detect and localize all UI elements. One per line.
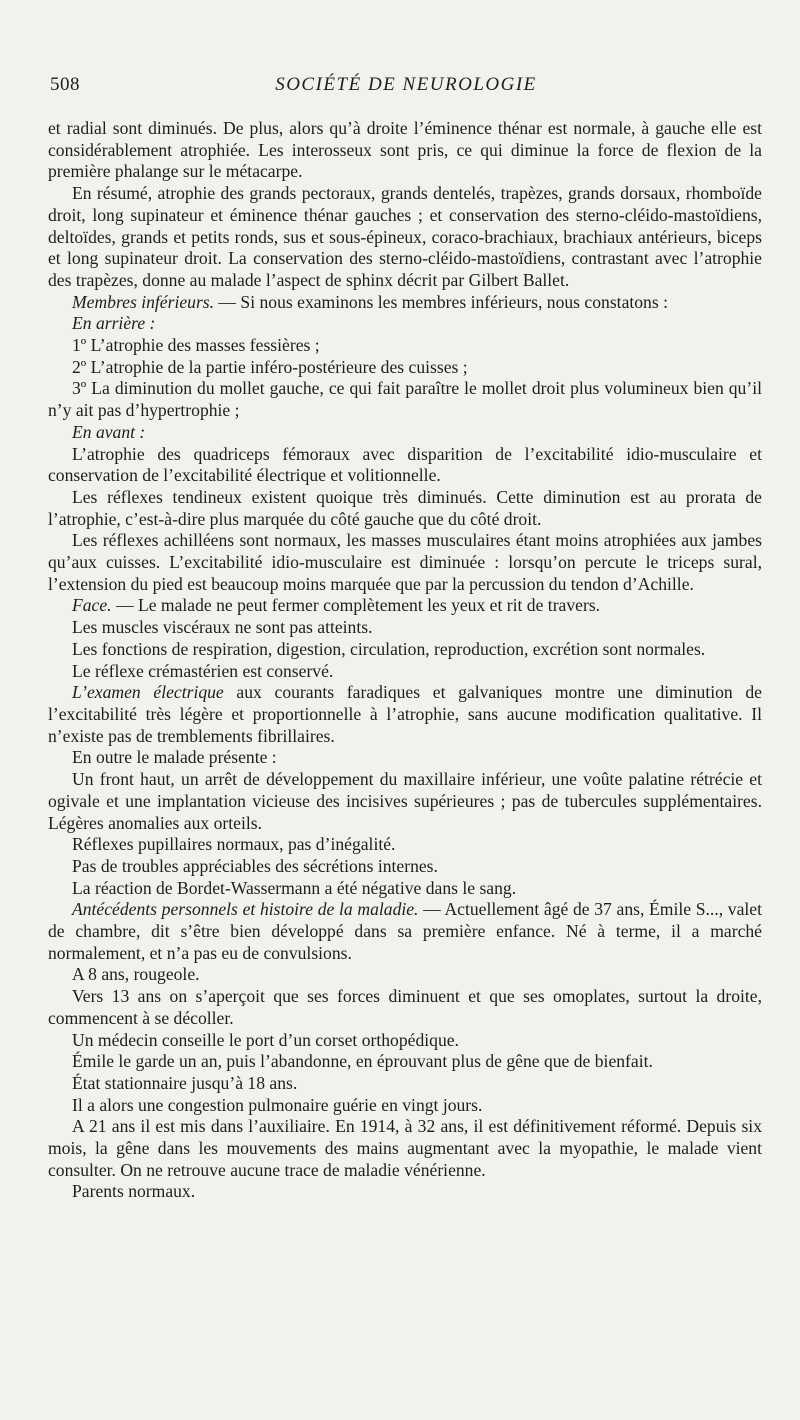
paragraph-text: — Le malade ne peut fermer complètement les yeux et rit de travers. [111, 595, 601, 616]
paragraph: Il a alors une congestion pulmonaire guérie en vingt jours. [72, 1094, 483, 1115]
paragraph: A 8 ans, rougeole. [72, 964, 200, 985]
list-item: 3º La diminution du mollet gauche, ce qui fait paraître le mollet droit plus volumineux bien qu’il n’y ait pas d’hypertrophie ; [48, 378, 762, 421]
subsection-heading: En avant : [72, 421, 146, 442]
paragraph: Les fonctions de respiration, digestion, circulation, reproduction, excrétion sont normales. [72, 638, 706, 659]
running-title: SOCIÉTÉ DE NEUROLOGIE [275, 74, 537, 95]
paragraph: Pas de troubles appréciables des sécrétions internes. [72, 855, 438, 876]
paragraph: Vers 13 ans on s’aperçoit que ses forces diminuent et que ses omoplates, surtout la droite, commencent à se décoller. [48, 986, 762, 1028]
paragraph [48, 899, 762, 964]
paragraph [48, 682, 762, 747]
paragraph-text: — Actuellement âgé de 37 ans, Émile S..., valet de chambre, dit s’être bien développé dans sa première enfance. Né à terme, il a marché normalement, et n’a pas eu de convulsions. [48, 899, 762, 963]
paragraph [48, 422, 762, 444]
list-item: 2º L’atrophie de la partie inféro-postérieure des cuisses ; [72, 356, 468, 377]
paragraph: En outre le malade présente : [72, 747, 277, 768]
section-heading: L’examen électrique [72, 682, 224, 703]
paragraph: Un médecin conseille le port d’un corset orthopédique. [72, 1029, 459, 1050]
subsection-heading: En arrière : [72, 313, 156, 334]
section-heading: Membres inférieurs. [72, 291, 215, 312]
paragraph-text: — Si nous examinons les membres inférieurs, nous constatons : [214, 291, 668, 312]
paragraph: Émile le garde un an, puis l’abandonne, en éprouvant plus de gêne que de bienfait. [72, 1051, 653, 1072]
paragraph: Les réflexes achilléens sont normaux, les masses musculaires étant moins atrophiées aux jambes qu’aux cuisses. L’excitabilité idio-musculaire est diminuée : lorsqu’on percute le triceps sural, l’extension du pied est beaucoup moins marquée que par la percussion du tendon d’Achille. [48, 530, 762, 594]
list-item: 1º L’atrophie des masses fessières ; [72, 335, 320, 356]
paragraph: La réaction de Bordet-Wassermann a été négative dans le sang. [72, 877, 517, 898]
paragraph-text: aux courants faradiques et galvaniques montre une diminution de l’excitabilité très légère et proportionnelle à l’atrophie, sans aucune modification qualitative. Il n’existe pas de tremblements fibrillaires. [48, 682, 762, 746]
paragraph: Le réflexe crémastérien est conservé. [72, 660, 334, 681]
paragraph: L’atrophie des quadriceps fémoraux avec disparition de l’excitabilité idio-musculaire et conservation de l’excitabilité électrique et volitionnelle. [48, 443, 762, 486]
paragraph: État stationnaire jusqu’à 18 ans. [72, 1072, 298, 1093]
paragraph [48, 595, 762, 617]
paragraph: Un front haut, un arrêt de développement du maxillaire inférieur, une voûte palatine rétrécie et ogivale et une implantation vicieuse des incisives supérieures ; pas de tubercules supplémentaires. Légères anomalies aux orteils. [48, 769, 762, 833]
section-heading: Antécédents personnels et histoire de la maladie. [72, 899, 419, 920]
page-number: 508 [50, 74, 80, 95]
paragraph [48, 313, 762, 335]
paragraph: Les muscles viscéraux ne sont pas atteints. [72, 617, 373, 638]
paragraph: et radial sont diminués. De plus, alors qu’à droite l’éminence thénar est normale, à gauche elle est considérablement atrophiée. Les interosseux sont pris, ce qui diminue la force de flexion de la première phalange sur le métacarpe. [48, 118, 762, 182]
paragraph: Réflexes pupillaires normaux, pas d’inégalité. [72, 834, 396, 855]
paragraph: En résumé, atrophie des grands pectoraux, grands dentelés, trapèzes, grands dorsaux, rhomboïde droit, long supinateur et éminence thénar gauches ; et conservation des sterno-cléido-mastoïdiens, deltoïdes, grands et petits ronds, sus et sous-épineux, coraco-brachiaux, brachiaux antérieurs, biceps et long supinateur droit. La conservation des sterno-cléido-mastoïdiens, contrastant avec l’atrophie des trapèzes, donne au malade l’aspect de sphinx décrit par Gilbert Ballet. [48, 183, 762, 290]
section-heading: Face. [72, 595, 112, 616]
page-header [50, 74, 762, 102]
paragraph: Parents normaux. [72, 1181, 196, 1202]
paragraph [48, 292, 762, 314]
body-text [48, 118, 762, 1203]
paragraph: Les réflexes tendineux existent quoique très diminués. Cette diminution est au prorata de l’atrophie, c’est-à-dire plus marquée du côté gauche que du côté droit. [48, 486, 762, 529]
paragraph: A 21 ans il est mis dans l’auxiliaire. En 1914, à 32 ans, il est définitivement réformé. Depuis six mois, la gêne dans les mouvements des mains augmentant avec la myopathie, le malade vient consulter. On ne retrouve aucune trace de maladie vénérienne. [48, 1116, 762, 1180]
